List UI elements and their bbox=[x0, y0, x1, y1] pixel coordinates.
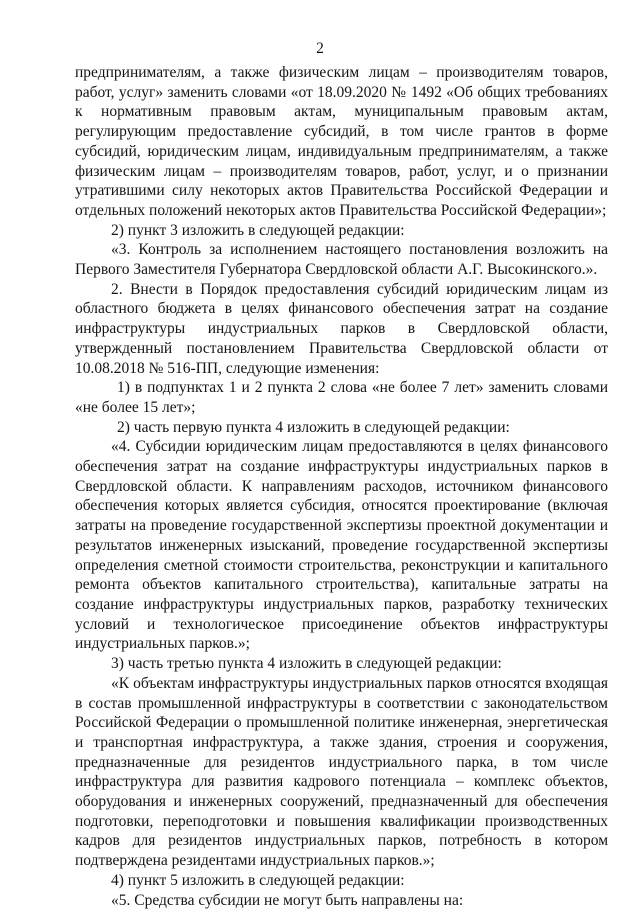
paragraph-subitem-4: 4) пункт 5 изложить в следующей редакции: bbox=[111, 871, 405, 889]
paragraph-item-2: 2) пункт 3 изложить в следующей редакции: bbox=[111, 221, 405, 239]
page-number: 2 bbox=[316, 40, 324, 57]
paragraph-continuation: предпринимателям, а также физическим лицам – производителям товаров, работ, услуг» заменить словами «от 18.09.2020 № 1492 «Об общих требованиях к нормативным правовым актам, муниципальным правовым актам, регулирующим предоставление субсидий, в том числе грантов в форме субсидий, юридическим лицам, индивидуальным предпринимателям, а также физическим лицам – производителям товаров, работ, услуг, и о признании утратившими силу некоторых актов Правительства Российской Федерации и отдельных положений некоторых актов Правительства Российской Федерации»; bbox=[75, 64, 608, 219]
document-body bbox=[75, 63, 608, 910]
paragraph-subitem-3: 3) часть третью пункта 4 изложить в следующей редакции: bbox=[111, 655, 502, 673]
paragraph-quote-5: «5. Средства субсидии не могут быть направлены на: bbox=[111, 891, 464, 909]
paragraph-quote-4: «4. Субсидии юридическим лицам предоставляются в целях финансового обеспечения затрат на создание инфраструктуры индустриальных парков в Свердловской области. К направлениям расходов, источником финансового обеспечения которых является субсидия, относятся проектирование (включая затраты на проведение государственной экспертизы проектной документации и результатов инженерных изысканий, проведение государственной экспертизы определения сметной стоимости строительства, реконструкции и капитального ремонта объектов капитального строительства), капитальные затраты на создание инфраструктуры индустриальных парков, разработку технических условий и технологическое присоединение объектов инфраструктуры индустриальных парков.»; bbox=[75, 438, 608, 653]
paragraph-subitem-2: 2) часть первую пункта 4 изложить в следующей редакции: bbox=[117, 418, 510, 436]
paragraph-quote-3: «3. Контроль за исполнением настоящего постановления возложить на Первого Заместителя Губернатора Свердловской области А.Г. Высокинского.». bbox=[75, 241, 608, 279]
paragraph-quote-infrastructure: «К объектам инфраструктуры индустриальных парков относятся входящая в состав промышленной инфраструктуры в соответствии с законодательством Российской Федерации о промышленной политике инженерная, энергетическая и транспортная инфраструктура, а также здания, строения и сооружения, предназначенные для резидентов индустриального парка, в том числе инфраструктура для развития кадрового потенциала – комплекс объектов, оборудования и инженерных сооружений, предназначенный для обеспечения подготовки, переподготовки и повышения квалификации производственных кадров для резидентов индустриальных парков, потребность в котором подтверждена резидентами индустриальных парков.»; bbox=[75, 674, 608, 870]
paragraph-section-2: 2. Внести в Порядок предоставления субсидий юридическим лицам из областного бюджета в целях финансового обеспечения затрат на создание инфраструктуры индустриальных парков в Свердловской области, утвержденный постановлением Правительства Свердловской области от 10.08.2018 № 516-ПП, следующие изменения: bbox=[75, 280, 608, 377]
paragraph-subitem-1: 1) в подпунктах 1 и 2 пункта 2 слова «не более 7 лет» заменить словами «не более 15 лет»; bbox=[75, 379, 608, 416]
